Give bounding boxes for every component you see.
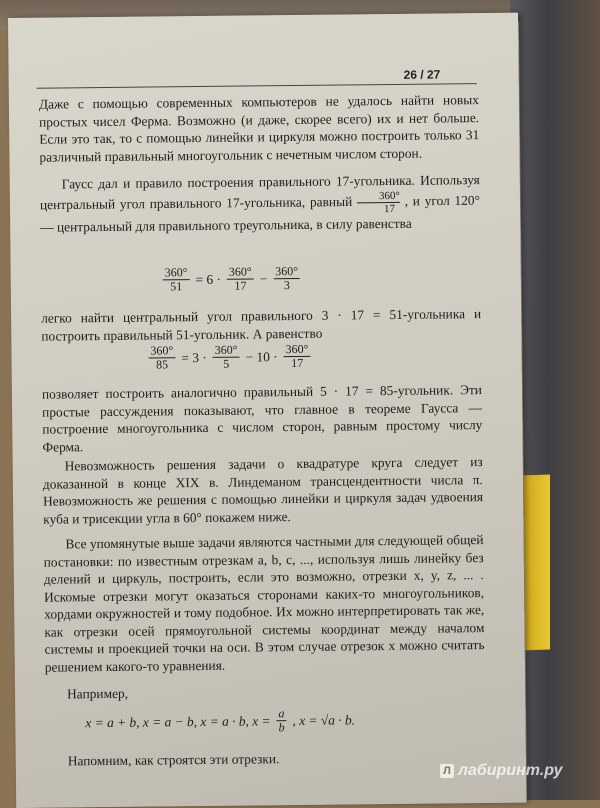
formula-2: $\frac{360^\circ}{85}$ = 3 · $\frac{360^\circ}{5}$ − 10 · $\frac{360^\circ}{17}$ — [146, 343, 312, 372]
formula-1: $\frac{360^\circ}{51}$ = 6 · $\frac{360^\circ}{17}$ − $\frac{360^\circ}{3}$ — [161, 265, 303, 293]
book-page — [8, 13, 526, 808]
paragraph-text: Например, — [67, 685, 129, 702]
paragraph-3 — [41, 305, 481, 345]
paragraph-4 — [42, 381, 483, 456]
paragraph-5 — [43, 453, 484, 528]
paragraph-text: легко найти центральный угол правильного 3 · 17 = 51-угольника и построить правильный 51-угольник. А равенство — [41, 306, 482, 344]
paragraph-text: Даже с помощью современных компьютеров не удалось найти новых простых чисел Ферма. Возможно (и даже, скорее всего) их и нет больше. Если это так, то с помощью линейки и циркуля можно построить только 31 различный правильный многоугольник с нечетным числом сторон. — [38, 92, 480, 165]
labirint-logo-icon: Л — [440, 764, 454, 778]
paragraph-text: позволяет построить аналогично правильный 5 · 17 = 85-угольник. Эти простые рассуждения показывают, что главное в теореме Гаусса — построение многоугольника с числом сторон, равным простому числу Ферма. — [41, 382, 483, 455]
formula-3: x = a + b, x = a − b, x = a · b, x = $\frac{a}{b}$ , x = √a · b. — [85, 706, 356, 735]
paragraph-1 — [39, 91, 480, 166]
paragraph-text: Гаусс дал и правило построения правильного 17-угольника. Используя центральный угол правильного 17-угольника, равный — [39, 172, 480, 212]
header-rule — [37, 83, 477, 89]
inline-fraction: $\frac{360^\circ}{17}$ — [357, 189, 400, 214]
paragraph-text: Невозможность решения задачи о квадратуре круга следует из доказанной в конце XIX в. Линдеманом трансцендентности числа π. Невозможность же решения с помощью линейки и циркуля задач удвоения куба и трисекции угла в 60° покажем ниже. — [42, 454, 484, 527]
paragraph-text: , и угол 120° — центральный для правильного треугольника, в силу равенства — [40, 192, 481, 235]
paragraph-6 — [43, 531, 484, 676]
watermark: лабиринт.ру — [458, 762, 563, 779]
page-number: 26 / 27 — [403, 67, 441, 82]
paragraph-text: Все упомянутые выше задачи являются частными для следующей общей постановки: по известным отрезкам a, b, c, ..., используя лишь линейку без делений и циркуль, построить, если это возможно, отрезки x, y, z, ... . Искомые отрезки могут оказаться сторонами каких-то многоугольников, хордами окружностей и тому подобное. Их можно интерпретировать так же, как отрезки осей прямоугольной системы координат между началом системы и проекцией точки на оси. В этом случае отрезок x можно считать решением какого-то уравнения. — [43, 532, 485, 675]
paragraph-7 — [45, 681, 485, 703]
paragraph-text: Напомним, как строятся эти отрезки. — [67, 751, 280, 769]
paragraph-2 — [40, 171, 481, 236]
paragraph-8 — [46, 748, 486, 770]
